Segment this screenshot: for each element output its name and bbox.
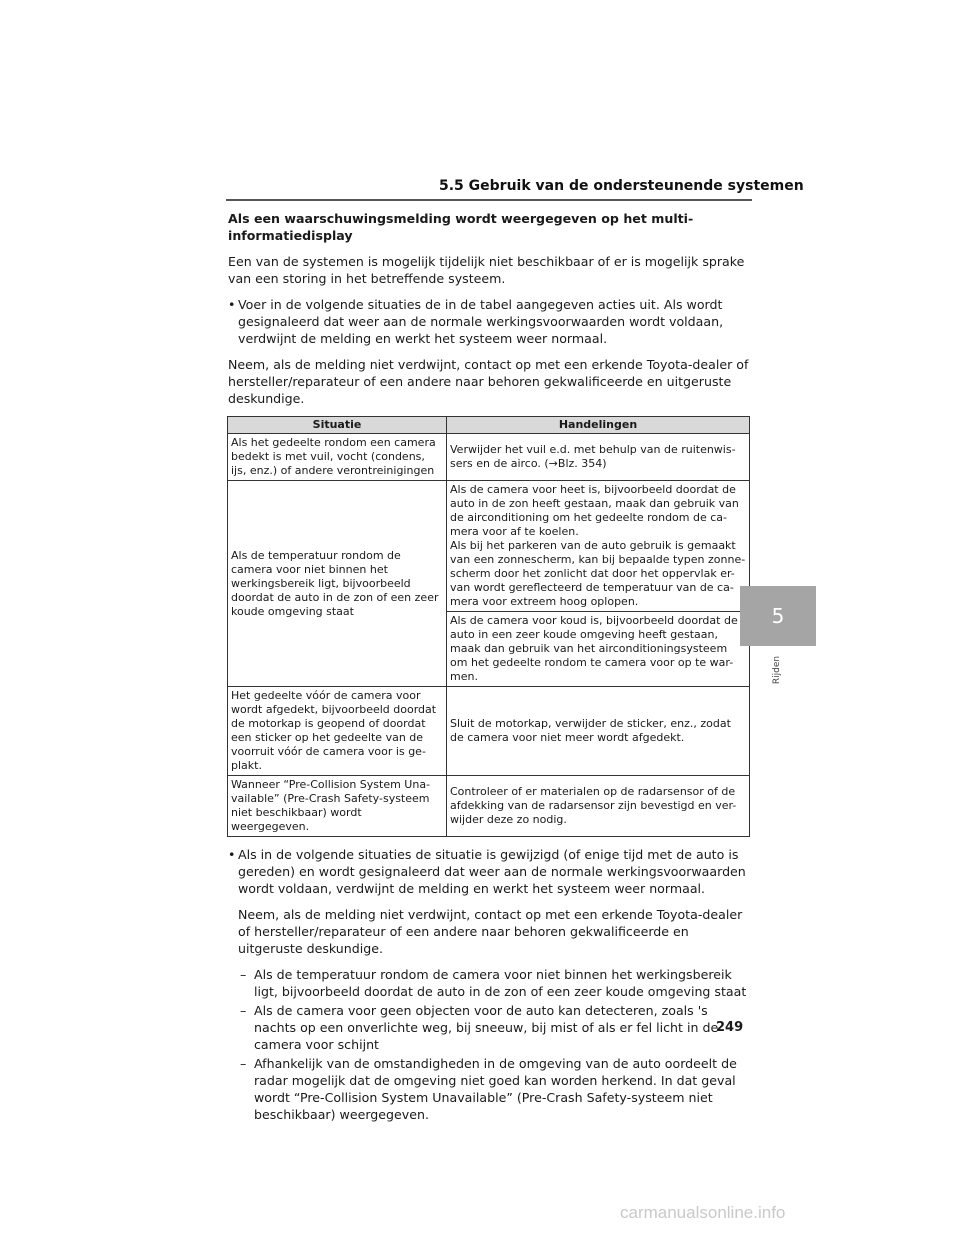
table-cell-situation: Als de temperatuur rondom de camera voor niet binnen het werkingsbereik ligt, bijvoorbeeld doordat de auto in de zon of een zeer koude omgeving staat — [228, 481, 447, 687]
dash-text: Afhankelijk van de omstandigheden in de omgeving van de auto oordeelt de radar mogelijk dat de omgeving niet goed kan worden herkend. In dat geval wordt “Pre-Collision System Unavailable” (Pre-Crash Safety-systeem niet beschikbaar) weergegeven. — [254, 1056, 737, 1122]
dash-text: Als de temperatuur rondom de camera voor niet binnen het werkingsbereik ligt, bijvoorbeeld doordat de auto in de zon of een zeer koude omgeving staat — [254, 967, 747, 999]
dash-item — [228, 966, 750, 1000]
chapter-label: Rijden — [772, 655, 782, 685]
bullet-text: Voer in de volgende situaties de in de tabel aangegeven acties uit. Als wordt gesignaleerd dat weer aan de normale werkingsvoorwaarden wordt voldaan, verdwijnt de melding en werkt het systeem weer normaal. — [238, 297, 724, 346]
page-content — [228, 210, 750, 1125]
bullet-icon: • — [228, 297, 236, 312]
warning-table — [227, 416, 750, 837]
table-row — [228, 687, 750, 776]
table-cell-action: Verwijder het vuil e.d. met behulp van de ruitenwis-sers en de airco. (→Blz. 354) — [447, 434, 750, 481]
action-cold-camera: Als de camera voor koud is, bijvoorbeeld doordat de auto in een zeer koude omgeving heeft gestaan, maak dan gebruik van het airconditioningsysteem om het gedeelte rondom te camera voor op te war-men. — [447, 611, 749, 684]
table-row — [228, 776, 750, 837]
table-header-situation: Situatie — [228, 417, 447, 434]
watermark: carmanualsonline.info — [620, 1203, 786, 1222]
table-row — [228, 434, 750, 481]
page-number: 249 — [716, 1020, 744, 1035]
action-hot-camera: Als de camera voor heet is, bijvoorbeeld doordat de auto in de zon heeft gestaan, maak dan gebruik van de airconditioning om het gedeelte rondom de ca-mera voor af te koelen. — [450, 483, 739, 538]
dash-item — [228, 1055, 750, 1123]
header-divider — [226, 199, 752, 201]
table-row — [228, 481, 750, 687]
dash-text: Als de camera voor geen objecten voor de auto kan detecteren, zoals 's nachts op een onverlichte weg, bij sneeuw, bij mist of als er fel licht in de camera voor schijnt — [254, 1003, 719, 1052]
dash-icon: – — [240, 1056, 247, 1071]
dash-item — [228, 1002, 750, 1053]
table-header-actions: Handelingen — [447, 417, 750, 434]
action-sunshade: Als bij het parkeren van de auto gebruik is gemaakt van een zonnescherm, kan bij bepaalde typen zonne-scherm door het zonlicht dat door het oppervlak er-van wordt gereflecteerd de temperatuur van de ca-mera voor extreem hoog oplopen. — [450, 539, 746, 608]
section-heading: Als een waarschuwingsmelding wordt weergegeven op het multi-informatiedisplay — [228, 211, 694, 243]
bullet-text: Als in de volgende situaties de situatie is gewijzigd (of enige tijd met de auto is gereden) en wordt gesignaleerd dat weer aan de normale werkingsvoorwaarden wordt voldaan, verdwijnt de melding en werkt het systeem weer normaal. — [238, 847, 746, 896]
table-cell-situation: Het gedeelte vóór de camera voor wordt afgedekt, bijvoorbeeld doordat de motorkap is geopend of doordat een sticker op het gedeelte van de voorruit vóór de camera voor is ge-plakt. — [228, 687, 447, 776]
contact-paragraph: Neem, als de melding niet verdwijnt, contact op met een erkende Toyota-dealer of hersteller/reparateur of een andere naar behoren gekwalificeerde en uitgeruste deskundige. — [228, 357, 749, 406]
contact-paragraph-indented: Neem, als de melding niet verdwijnt, contact op met een erkende Toyota-dealer of hersteller/reparateur of een andere naar behoren gekwalificeerde en uitgeruste deskundige. — [238, 907, 743, 956]
section-header: 5.5 Gebruik van de ondersteunende systemen — [439, 178, 804, 194]
table-header-row — [228, 417, 750, 434]
intro-paragraph: Een van de systemen is mogelijk tijdelijk niet beschikbaar of er is mogelijk sprake van een storing in het betreffende systeem. — [228, 254, 745, 286]
table-cell-action — [447, 481, 750, 687]
table-cell-situation: Als het gedeelte rondom een camera bedekt is met vuil, vocht (condens, ijs, enz.) of andere verontreinigingen — [228, 434, 447, 481]
table-cell-action: Sluit de motorkap, verwijder de sticker, enz., zodat de camera voor niet meer wordt afgedekt. — [447, 687, 750, 776]
table-cell-situation: Wanneer “Pre-Collision System Una-vailable” (Pre-Crash Safety-systeem niet beschikbaar) wordt weergegeven. — [228, 776, 447, 837]
dash-icon: – — [240, 967, 247, 982]
bullet-item — [228, 846, 750, 897]
bullet-item — [228, 296, 750, 347]
chapter-tab: 5 — [740, 586, 816, 646]
dash-icon: – — [240, 1003, 247, 1018]
table-cell-action: Controleer of er materialen op de radarsensor of de afdekking van de radarsensor zijn bevestigd en ver-wijder deze zo nodig. — [447, 776, 750, 837]
bullet-icon: • — [228, 847, 236, 862]
